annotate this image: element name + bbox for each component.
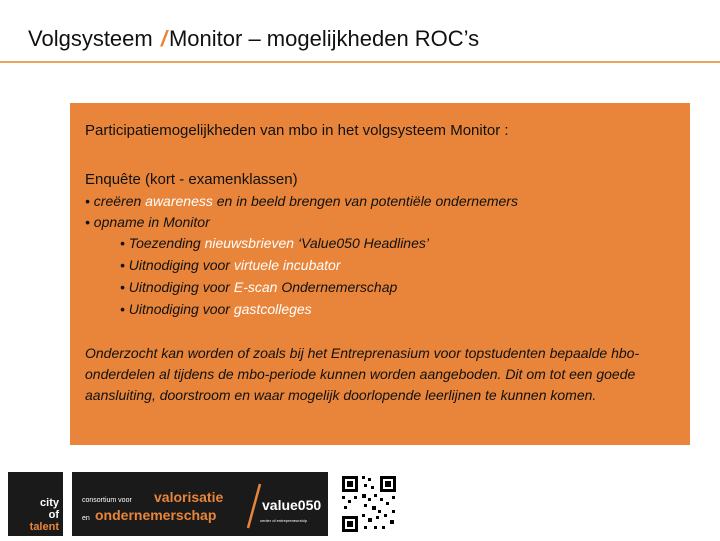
- svg-text:valorisatie: valorisatie: [154, 489, 224, 505]
- bullet-item: • creëren awareness en in beeld brengen van potentiële ondernemers: [85, 193, 518, 209]
- city-of-talent-logo: city of talent: [8, 472, 63, 536]
- enquete-heading: Enquête (kort - examenklassen): [85, 171, 298, 188]
- consortium-logo: [72, 472, 328, 536]
- sub-bullet-item: • Uitnodiging voor gastcolleges: [120, 301, 312, 317]
- title-left: Volgsysteem: [28, 26, 153, 51]
- sub-bullet-item: • Uitnodiging voor virtuele incubator: [120, 257, 341, 273]
- sub-bullet-item: • Toezending nieuwsbrieven ‘Value050 Headlines’: [120, 235, 429, 251]
- closing-paragraph: Onderzocht kan worden of zoals bij het Entreprenasium voor topstudenten bepaalde hbo-onderdelen al tijdens de mbo-periode kunnen worden aangeboden. Dit om tot een goede aansluiting, doorstroom en waar mogelijk doorlopende leerlijnen te kunnen komen.: [85, 345, 640, 403]
- svg-text:ondernemerschap: ondernemerschap: [95, 507, 217, 523]
- logo-strip: [0, 468, 720, 540]
- slide-title: [28, 26, 479, 52]
- intro-text: Participatiemogelijkheden van mbo in het volgsysteem Monitor :: [85, 122, 509, 139]
- content-box: [70, 103, 690, 445]
- svg-text:en: en: [82, 515, 90, 522]
- bullet-item: • opname in Monitor: [85, 214, 210, 230]
- sub-bullet-item: • Uitnodiging voor E-scan Ondernemerschap: [120, 279, 398, 295]
- title-right: Monitor – mogelijkheden ROC’s: [168, 26, 480, 51]
- svg-text:value050: value050: [262, 497, 322, 513]
- title-underline: [0, 61, 720, 63]
- title-slash: /: [160, 26, 167, 51]
- svg-text:center of entrepreneurship: center of entrepreneurship: [260, 518, 307, 523]
- svg-text:consortium voor: consortium voor: [82, 497, 132, 504]
- qr-code: [338, 472, 400, 536]
